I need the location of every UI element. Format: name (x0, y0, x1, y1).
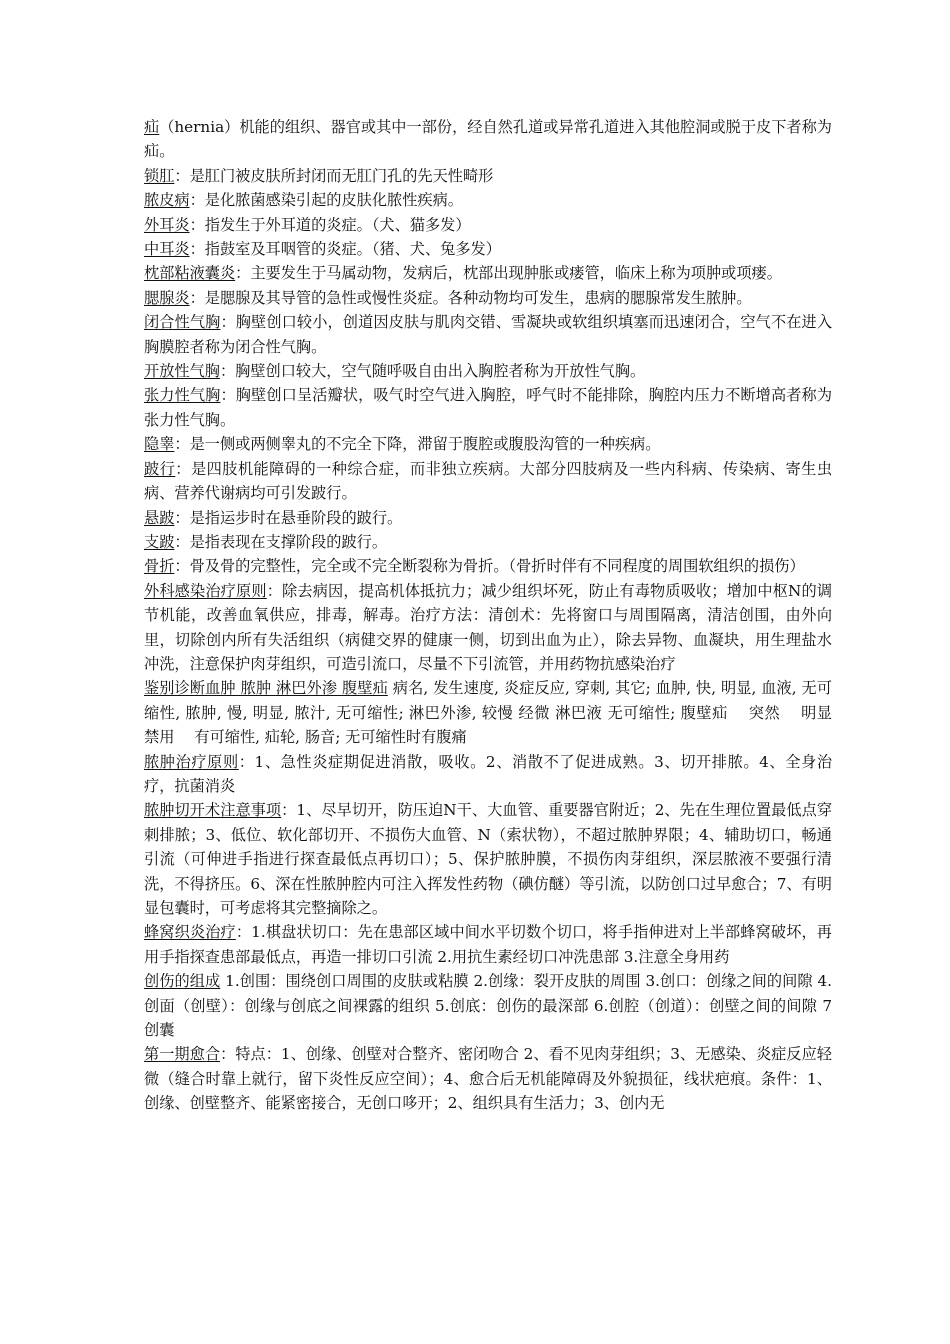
entry-tension-pneumothorax (144, 383, 832, 432)
entry-text: ：是四肢机能障碍的一种综合症，而非独立疾病。大部分四肢病及一些内科病、传染病、寄生虫病、营养代谢病均可引发跛行。 (144, 459, 833, 503)
term-label: 鉴别诊断血肿 脓肿 淋巴外渗 腹壁疝 (144, 679, 388, 698)
term-label: 隐睾 (144, 435, 175, 454)
entry-text: 1.创围：围绕创口周围的皮肤或粘膜 2.创缘：裂开皮肤的周围 3.创口：创缘之间的间隙 4.创面（创壁）：创缘与创底之间裸露的组织 5.创底：创伤的最深部 6.创腔（创道）：创壁之间的间隙 7 创囊 (144, 972, 832, 1040)
term-label: 腮腺炎 (144, 288, 190, 307)
term-label: 骨折 (144, 557, 175, 576)
entry-closed-pneumothorax (144, 310, 832, 359)
entry-fracture (144, 554, 832, 578)
entry-text: ：是指运步时在悬垂阶段的跛行。 (174, 508, 403, 527)
term-label: 悬跛 (144, 508, 175, 527)
document-body (144, 115, 853, 1116)
term-label: 外科感染治疗原则 (144, 581, 267, 600)
term-label: 第一期愈合 (144, 1045, 221, 1064)
term-label: 疝 (144, 118, 160, 136)
entry-cryptorchidism (144, 432, 832, 456)
entry-open-pneumothorax (144, 359, 832, 383)
entry-infection-treatment (144, 579, 832, 677)
entry-text: ：是化脓菌感染引起的皮肤化脓性疾病。 (189, 191, 463, 210)
entry-first-intention-healing (144, 1042, 832, 1115)
entry-text: ：是一侧或两侧睾丸的不完全下降，滞留于腹腔或腹股沟管的一种疾病。 (174, 435, 661, 454)
term-label: 闭合性气胸 (144, 313, 221, 332)
term-label: 锁肛 (144, 166, 175, 185)
entry-text: ：指发生于外耳道的炎症。（犬、猫多发） (189, 215, 471, 234)
entry-parotitis (144, 286, 832, 310)
entry-atresia-ani (144, 164, 832, 188)
entry-text: ：胸壁创口呈活瓣状，吸气时空气进入胸腔，呼气时不能排除，胸腔内压力不断增高者称为张力性气胸。 (144, 386, 833, 429)
entry-text: ：是指表现在支撑阶段的跛行。 (174, 532, 387, 551)
term-label: 创伤的组成 (144, 972, 221, 991)
term-label: 蜂窝织炎治疗 (144, 923, 236, 942)
term-label: 支跛 (144, 532, 175, 551)
term-label: 中耳炎 (144, 240, 190, 259)
entry-hernia (144, 115, 832, 164)
term-label: 开放性气胸 (144, 362, 220, 381)
entry-abscess-treatment (144, 750, 832, 799)
entry-otitis-media (144, 237, 832, 261)
entry-text: ：是肛门被皮肤所封闭而无肛门孔的先天性畸形 (174, 166, 494, 185)
entry-cellulitis-treatment (144, 920, 832, 969)
term-label: 枕部粘液囊炎 (144, 264, 236, 283)
entry-wound-composition (144, 969, 832, 1042)
term-label: 脓肿切开术注意事项 (144, 801, 282, 820)
entry-text: ：1、尽早切开，防压迫N干、大血管、重要器官附近；2、先在生理位置最低点穿刺排脓；3、低位、软化部切开、不损伤大血管、N（索状物），不超过脓肿界限；4、辅助切口，畅通引流（可伸进手指进行探查最低点再切口）；5、保护脓肿膜，不损伤肉芽组织，深层脓液不要强行清洗，不得挤压。6、深在性脓肿腔内可注入挥发性药物（碘仿醚）等引流，以防创口过早愈合；7、有明显包囊时，可考虑将其完整摘除之。 (144, 801, 833, 917)
entry-text: ：胸壁创口较小，创道因皮肤与肌肉交错、雪凝块或软组织填塞而迅速闭合，空气不在进入胸膜腔者称为闭合性气胸。 (144, 313, 833, 356)
entry-text: ：胸壁创口较大，空气随呼吸自由出入胸腔者称为开放性气胸。 (219, 362, 646, 381)
term-label: 跛行 (144, 459, 176, 478)
entry-text: ：指鼓室及耳咽管的炎症。（猪、犬、兔多发） (189, 240, 501, 259)
term-label: 张力性气胸 (144, 386, 221, 405)
entry-text: ：1.棋盘状切口：先在患部区域中间水平切数个切口，将手指伸进对上半部蜂窝破坏，再用手指探查患部最低点，再造一排切口引流 2.用抗生素经切口冲洗患部 3.注意全身用药 (144, 923, 832, 966)
entry-text: ：是腮腺及其导管的急性或慢性炎症。各种动物均可发生，患病的腮腺常发生脓肿。 (189, 288, 752, 307)
entry-text: ：除去病因，提高机体抵抗力；减少组织坏死，防止有毒物质吸收；增加中枢N的调节机能，改善血氧供应，排毒，解毒。治疗方法：清创术：先将窗口与周围隔离，清洁创围，由外向里，切除创内所有失活组织（病健交界的健康一侧，切到出血为止），除去异物、血凝块，用生理盐水冲洗，注意保护肉芽组织，可造引流口，尽量不下引流管，并用药物抗感染治疗 (144, 581, 833, 673)
entry-occipital-bursitis (144, 261, 832, 285)
entry-abscess-incision (144, 798, 832, 920)
entry-lameness (144, 457, 832, 506)
entry-text: （hernia）机能的组织、器官或其中一部份，经自然孔道或异常孔道进入其他腔洞或脱于皮下者称为疝。 (144, 118, 832, 161)
entry-text: ：特点：1、创缘、创壁对合整齐、密闭吻合 2、看不见肉芽组织；3、无感染、炎症反应轻微（缝合时靠上就行，留下炎性反应空间）；4、愈合后无机能障碍及外貌损征，线状疤痕。条件：1、创缘、创壁整齐、能紧密接合，无创口哆开；2、组织具有生活力；3、创内无 (144, 1045, 832, 1113)
entry-pyoderma (144, 188, 832, 212)
entry-text: ：主要发生于马属动物，发病后，枕部出现肿胀或瘘管，临床上称为项肿或项瘘。 (235, 264, 782, 283)
term-label: 脓皮病 (144, 191, 190, 210)
entry-text: ：骨及骨的完整性，完全或不完全断裂称为骨折。（骨折时伴有不同程度的周围软组织的损伤） (174, 557, 805, 576)
entry-differential-diagnosis (144, 676, 853, 749)
entry-swinging-lameness (144, 506, 832, 530)
entry-supporting-lameness (144, 530, 832, 554)
entry-text: 病名, 发生速度, 炎症反应, 穿刺, 其它; 血肿, 快, 明显, 血液, 无可缩性, 脓肿, 慢, 明显, 脓汁, 无可缩性; 淋巴外渗, 较慢 经微 淋巴液 无可缩性; 腹壁疝 突然 明显 禁用 有可缩性, 疝轮, 肠音; 无可缩性时有腹痛 (144, 679, 853, 747)
term-label: 脓肿治疗原则 (144, 752, 239, 771)
entry-text: ：1、急性炎症期促进消散，吸收。2、消散不了促进成熟。3、切开排脓。4、全身治疗，抗菌消炎 (144, 752, 833, 795)
entry-otitis-externa (144, 213, 832, 237)
term-label: 外耳炎 (144, 215, 190, 234)
